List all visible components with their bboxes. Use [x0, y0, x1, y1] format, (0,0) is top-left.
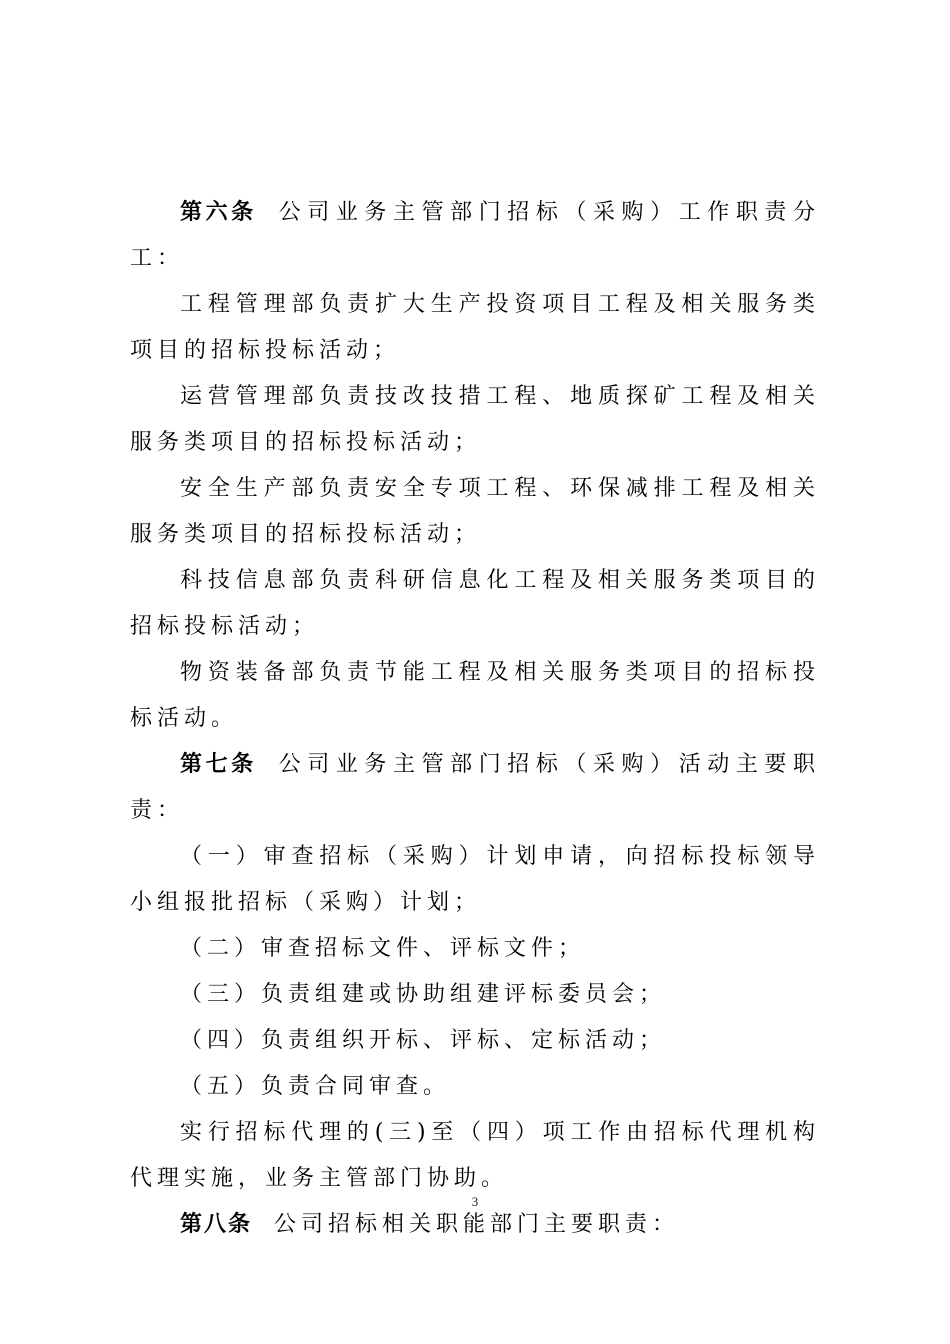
document-body [130, 190, 820, 1248]
paragraph: 科技信息部负责科研信息化工程及相关服务类项目的招标投标活动； [130, 568, 820, 639]
article-text: 公司招标相关职能部门主要职责： [274, 1212, 680, 1237]
list-item: （五）负责合同审查。 [180, 1074, 451, 1099]
article-text: 公司业务主管部门招标（采购）工作职责分工： [130, 200, 820, 271]
list-item: （一）审查招标（采购）计划申请，向招标投标领导小组报批招标（采购）计划； [130, 844, 820, 915]
article-number: 第七条 [180, 752, 257, 777]
paragraph: 工程管理部负责扩大生产投资项目工程及相关服务类项目的招标投标活动； [130, 292, 820, 363]
paragraph: 物资装备部负责节能工程及相关服务类项目的招标投标活动。 [130, 660, 820, 731]
paragraph: 实行招标代理的(三)至（四）项工作由招标代理机构代理实施，业务主管部门协助。 [130, 1120, 820, 1191]
paragraph: 安全生产部负责安全专项工程、环保减排工程及相关服务类项目的招标投标活动； [130, 476, 820, 547]
article-7-heading [130, 742, 820, 834]
list-item: （三）负责组建或协助组建评标委员会； [180, 982, 667, 1007]
article-number: 第六条 [180, 200, 257, 225]
article-text: 公司业务主管部门招标（采购）活动主要职责： [130, 752, 820, 823]
page-number: 3 [471, 1194, 479, 1209]
article-6-heading [130, 190, 820, 282]
article-number: 第八条 [180, 1212, 253, 1237]
list-item: （二）审查招标文件、评标文件； [180, 936, 586, 961]
paragraph: 运营管理部负责技改技措工程、地质探矿工程及相关服务类项目的招标投标活动； [130, 384, 820, 455]
list-item: （四）负责组织开标、评标、定标活动； [180, 1028, 667, 1053]
